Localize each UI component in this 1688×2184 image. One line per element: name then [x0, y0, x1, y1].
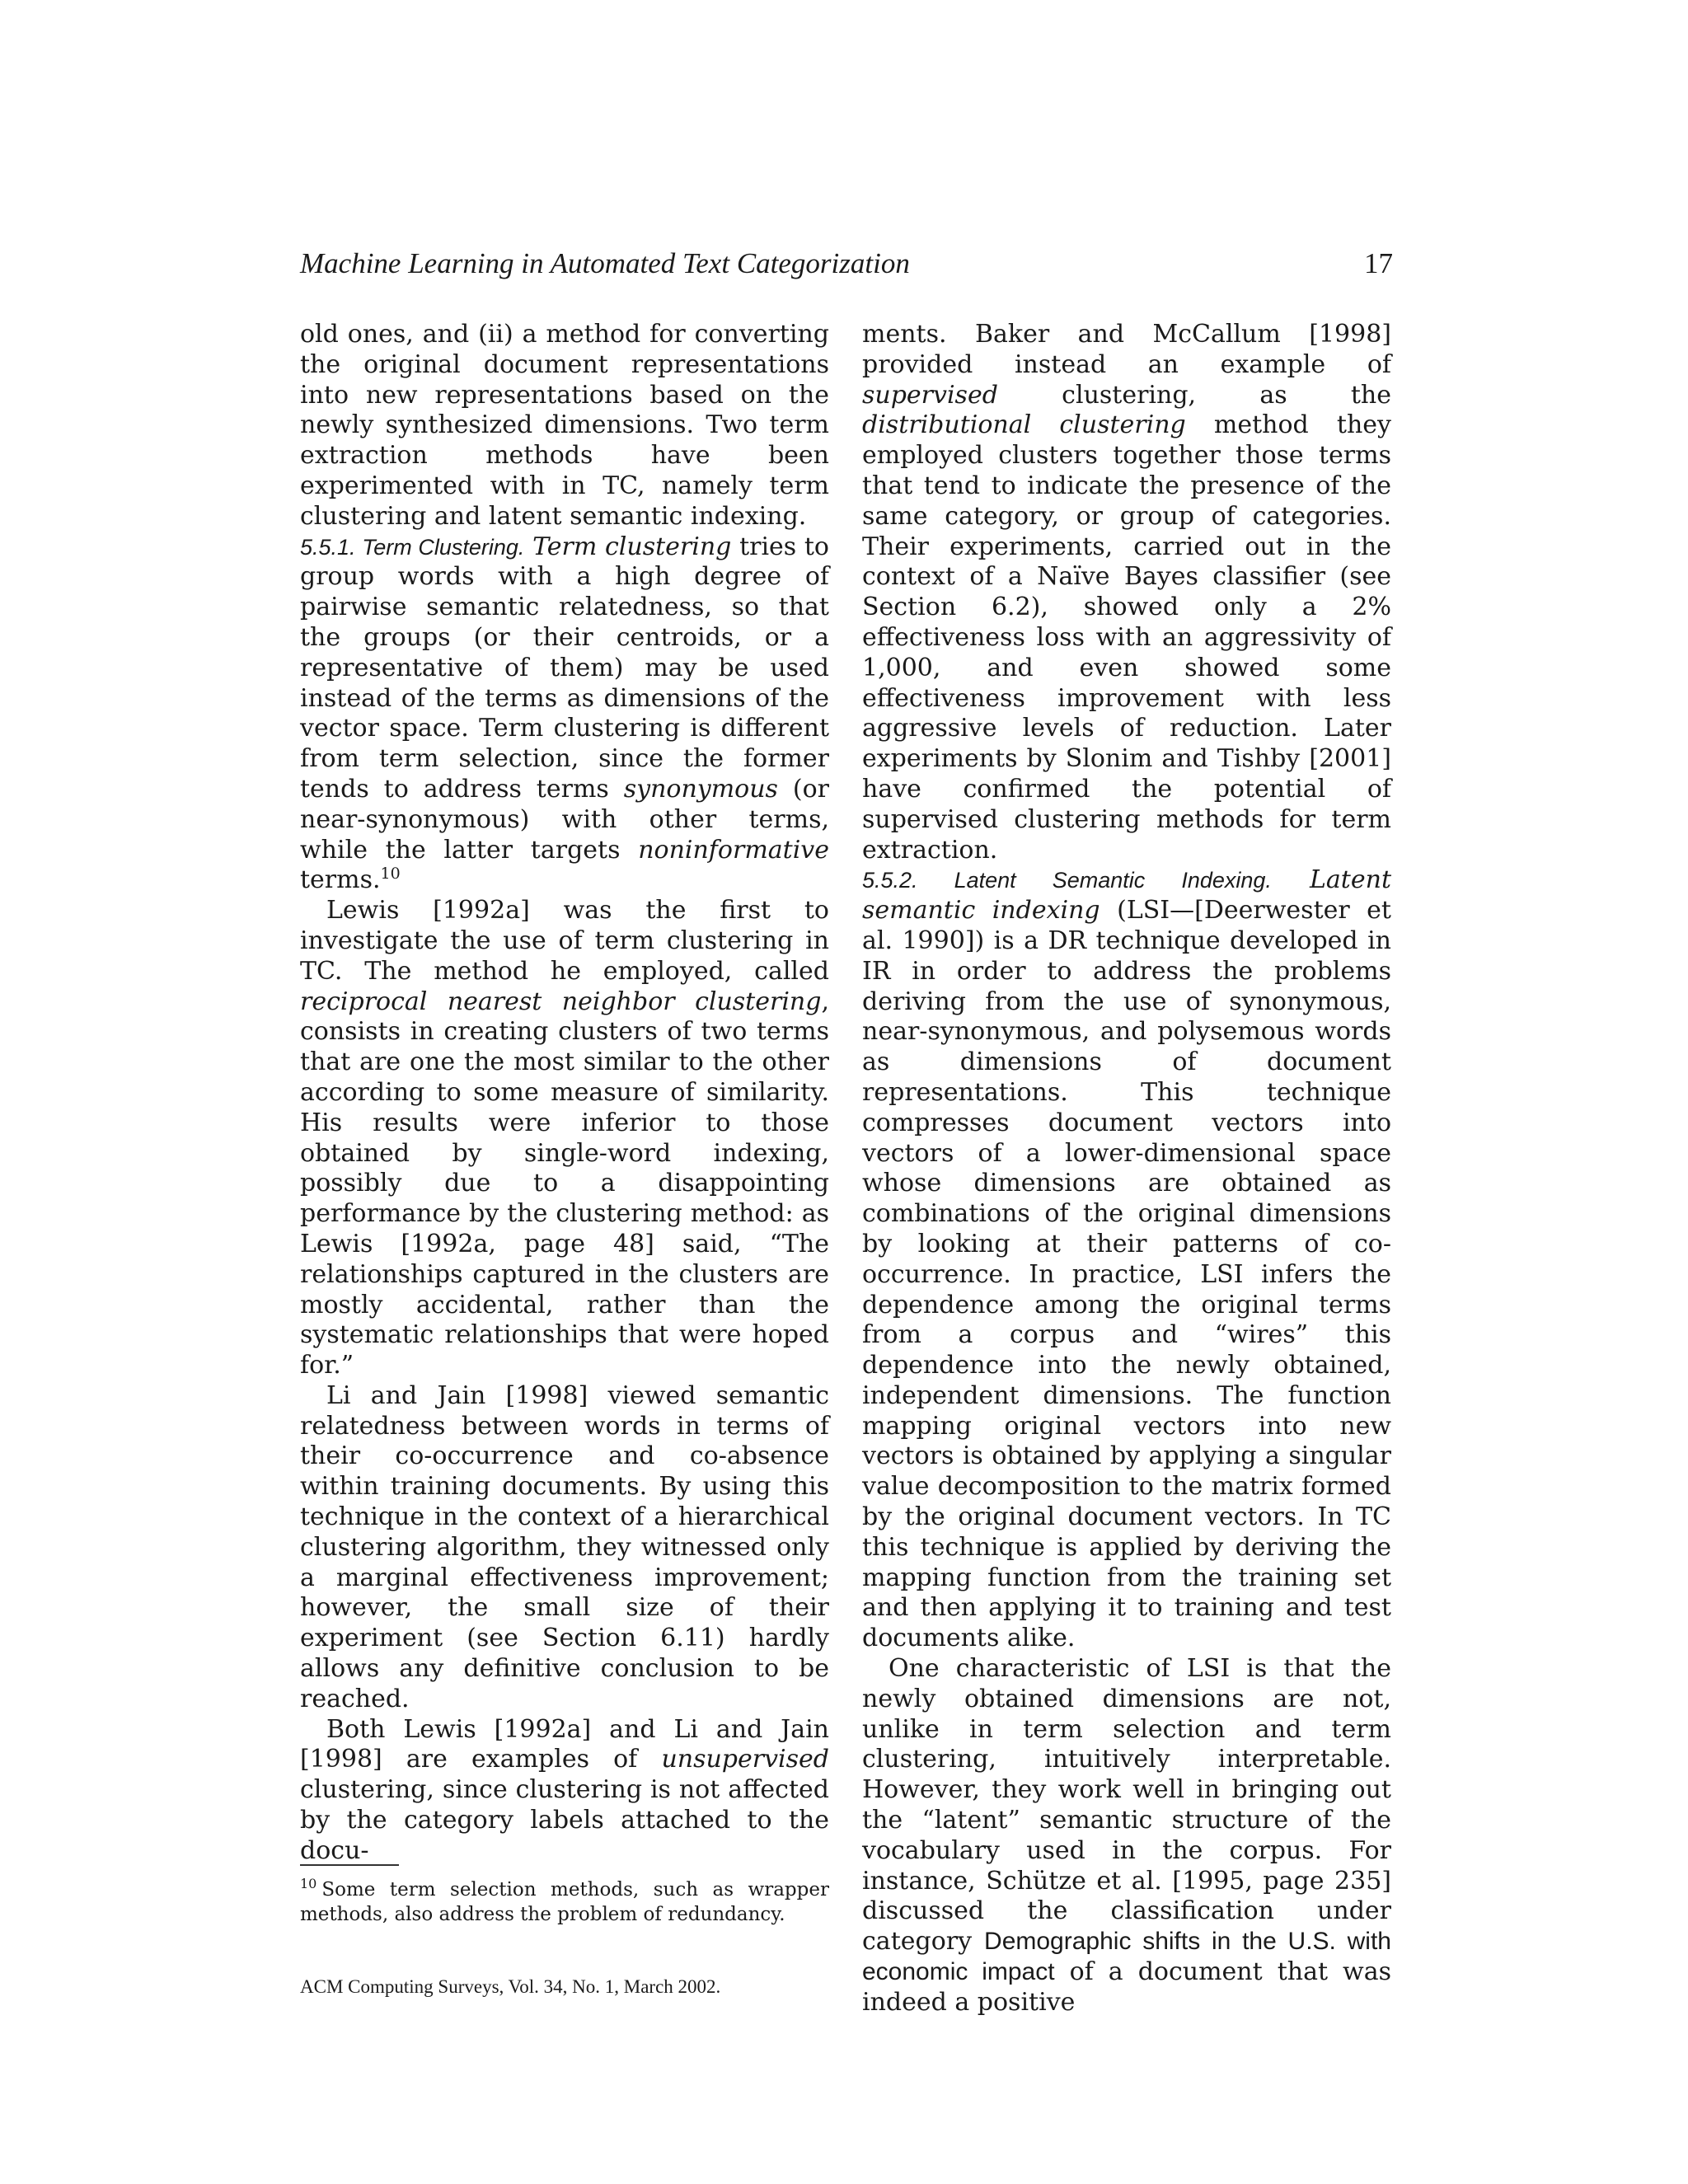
- section-5-5-2-paragraph: 5.5.2. Latent Semantic Indexing. Latent semantic indexing (LSI—[Deerwester et al. 1990]) is a DR technique developed in IR in order to address the problems deriving from the use of synonymous, near-synonymous, and polysemous words as dimensions of document representations. This technique compresses document vectors into vectors of a lower-dimensional space whose dimensions are obtained as combinations of the original dimensions by looking at their patterns of co-occurrence. In practice, LSI infers the dependence among the original terms from a corpus and “wires” this dependence into the newly obtained, independent dimensions. The function mapping original vectors into new vectors is obtained by applying a singular value decomposition to the matrix formed by the original document vectors. In TC this technique is applied by deriving the mapping function from the training set and then applying it to training and test documents alike.: [862, 865, 1391, 1653]
- footnote-mark: 10: [300, 1876, 317, 1892]
- category-name: Demographic shifts in the U.S. with economic impact: [862, 1928, 1391, 1986]
- section-5-5-1-heading: 5.5.1. Term Clustering.: [300, 534, 525, 560]
- footnote-rule: [300, 1864, 399, 1866]
- footnote: [300, 1877, 829, 1927]
- paragraph-lewis: Lewis [1992a] was the first to investigate the use of term clustering in TC. The method he employed, called reciprocal nearest neighbor clustering, consists in creating clusters of two terms that are one the most similar to the other according to some measure of similarity. His results were inferior to those obtained by single-word indexing, possibly due to a disappointing performance by the clustering method: as Lewis [1992a, page 48] said, “The relationships captured in the clusters are mostly accidental, rather than the systematic relationships that were hoped for.”: [300, 896, 829, 1380]
- running-title: Machine Learning in Automated Text Categorization: [300, 247, 910, 279]
- journal-footer: ACM Computing Surveys, Vol. 34, No. 1, March 2002.: [300, 1976, 721, 1997]
- paragraph-lsi-characteristic: One characteristic of LSI is that the newly obtained dimensions are not, unlike in term selection and term clustering, intuitively interpretable. However, they work well in bringing out the “latent” semantic structure of the vocabulary used in the corpus. For instance, Schütze et al. [1995, page 235] discussed the classification under category Demographic shifts in the U.S. with economic impact of a document that was indeed a positive: [862, 1654, 1391, 2017]
- footnote-text: Some term selection methods, such as wrapper methods, also address the problem of redundancy.: [300, 1879, 829, 1925]
- right-column: [862, 320, 1391, 2018]
- term-clustering-term: Term clustering: [532, 532, 732, 561]
- paragraph-baker-mccallum: ments. Baker and McCallum [1998] provided instead an example of supervised clustering, as the distributional clustering method they employed clusters together those terms that tend to indicate the presence of the same category, or group of categories. Their experiments, carried out in the context of a Naïve Bayes classifier (see Section 6.2), showed only a 2% effectiveness loss with an aggressivity of 1,000, and even showed some effectiveness improvement with less aggressive levels of reduction. Later experiments by Slonim and Tishby [2001] have confirmed the potential of supervised clustering methods for term extraction.: [862, 320, 1391, 865]
- paragraph-both: Both Lewis [1992a] and Li and Jain [1998] are examples of unsupervised clustering, since clustering is not affected by the category labels attached to the docu-: [300, 1714, 829, 1865]
- footnote-reference: 10: [380, 865, 401, 883]
- paragraph-intro-continued: old ones, and (ii) a method for converting the original document representations into new representations based on the newly synthesized dimensions. Two term extraction methods have been experimented with in TC, namely term clustering and latent semantic indexing.: [300, 320, 829, 531]
- running-head: [300, 247, 1393, 288]
- page-number: 17: [1364, 247, 1393, 279]
- section-5-5-2-heading: 5.5.2. Latent Semantic Indexing.: [862, 868, 1272, 893]
- left-column: [300, 320, 829, 1867]
- paragraph-li-jain: Li and Jain [1998] viewed semantic relatedness between words in terms of their co-occurrence and co-absence within training documents. By using this technique in the context of a hierarchical clustering algorithm, they witnessed only a marginal effectiveness improvement; however, the small size of their experiment (see Section 6.11) hardly allows any definitive conclusion to be reached.: [300, 1380, 829, 1713]
- section-5-5-1-paragraph: 5.5.1. Term Clustering. Term clustering tries to group words with a high degree of pairwise semantic relatedness, so that the groups (or their centroids, or a representative of them) may be used instead of the terms as dimensions of the vector space. Term clustering is different from term selection, since the former tends to address terms synonymous (or near-synonymous) with other terms, while the latter targets noninformative terms.$^{10}$: [300, 532, 829, 895]
- lsi-term: Latent semantic indexing: [862, 865, 1391, 926]
